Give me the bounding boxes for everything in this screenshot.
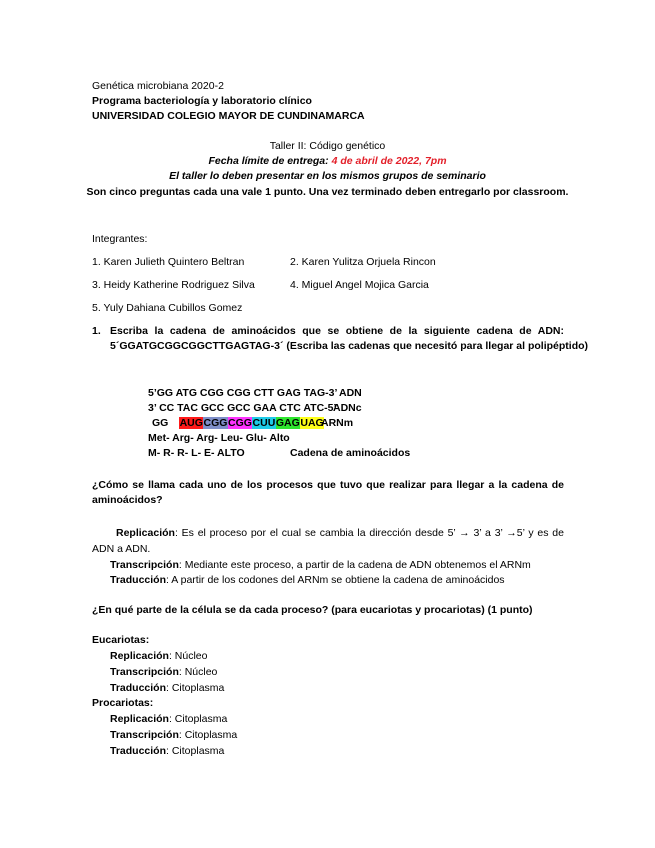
q1-line1: Escriba la cadena de aminoácidos que se obtiene de la siguiente cadena de ADN: (110, 325, 564, 337)
protein-short: M- R- R- L- E- ALTO (148, 447, 245, 459)
eukaryote-translation-label: Traducción (110, 682, 167, 694)
rna-codon-5: GAG (275, 417, 300, 429)
rna-codon-2: CGG (203, 417, 228, 429)
member-2: 2. Karen Yulitza Orjuela Rincon (290, 256, 436, 268)
eukaryote-translation (110, 682, 224, 695)
protein-label: Cadena de aminoácidos (290, 447, 411, 459)
rna-codon-6: UAG (300, 417, 324, 429)
q2-translation (110, 574, 505, 587)
eukaryote-transcription-value: : Núcleo (178, 666, 218, 678)
q2-question-line2: aminoácidos? (92, 494, 163, 506)
transcription-label: Transcripción (110, 559, 179, 571)
eukaryotes-label: Eucariotas: (92, 634, 150, 646)
member-4: 4. Miguel Angel Mojica Garcia (290, 279, 429, 291)
dnac-sequence: 3’ CC TAC GCC GCC GAA CTC ATC-5’ (148, 402, 337, 414)
dna-label: ADN (339, 387, 362, 399)
protein-long: Met- Arg- Arg- Leu- Glu- Alto (148, 432, 290, 444)
deadline-value: 4 de abril de 2022, 7pm (331, 155, 447, 167)
eukaryote-translation-value: : Citoplasma (166, 682, 225, 694)
q3-question: ¿En qué parte de la célula se da cada proceso? (para eucariotas y procariotas) (1 punto) (92, 604, 533, 616)
prokaryote-replication (110, 713, 227, 726)
course-name: Genética microbiana 2020-2 (92, 80, 224, 92)
prokaryote-translation-value: : Citoplasma (166, 745, 225, 757)
rna-codons (179, 417, 324, 429)
eukaryote-replication-label: Replicación (110, 650, 169, 662)
rna-codon-4: CUU (252, 417, 276, 429)
rna-codon-3: CGG (228, 417, 252, 429)
rna-codon-1: AUG (179, 417, 203, 429)
prokaryote-translation-label: Traducción (110, 745, 167, 757)
replication-text: : Es el proceso por el cual se cambia la dirección desde 5’ → 3’ a 3’ →5’ y es de ADN a ADN. (92, 527, 564, 555)
dnac-label: ADNc (333, 402, 362, 414)
deadline-label: Fecha límite de entrega: (208, 155, 329, 167)
q2-transcription (110, 559, 531, 572)
prokaryote-transcription-value: : Citoplasma (178, 729, 238, 741)
member-1: 1. Karen Julieth Quintero Beltran (92, 256, 245, 268)
rna-sequence (152, 417, 324, 430)
eukaryote-transcription (110, 666, 217, 679)
q2-replication (92, 525, 564, 557)
members-label: Integrantes: (92, 233, 148, 245)
prokaryote-transcription-label: Transcripción (110, 729, 179, 741)
group-note: El taller lo deben presentar en los mismos grupos de seminario (169, 170, 486, 182)
transcription-text: : Mediante este proceso, a partir de la cadena de ADN obtenemos el ARNm (178, 559, 531, 571)
translation-text: : A partir de los codones del ARNm se obtiene la cadena de aminoácidos (166, 574, 505, 586)
q2-question-line1: ¿Cómo se llama cada uno de los procesos que tuvo que realizar para llegar a la cadena de (92, 479, 564, 491)
workshop-title: Taller II: Código genético (269, 140, 386, 152)
program-name: Programa bacteriología y laboratorio clínico (92, 95, 312, 107)
dna-sequence: 5’GG ATG CGG CGG CTT GAG TAG-3’ (148, 387, 338, 399)
member-3: 3. Heidy Katherine Rodriguez Silva (92, 279, 255, 291)
eukaryote-replication-value: : Núcleo (168, 650, 208, 662)
rna-prefix: GG (152, 417, 169, 429)
instructions: Son cinco preguntas cada una vale 1 punto. Una vez terminado deben entregarlo por classroom. (86, 186, 569, 198)
university-name: UNIVERSIDAD COLEGIO MAYOR DE CUNDINAMARCA (92, 110, 365, 122)
translation-label: Traducción (110, 574, 167, 586)
prokaryote-transcription (110, 729, 237, 742)
member-5: 5. Yuly Dahiana Cubillos Gomez (92, 302, 243, 314)
prokaryote-replication-value: : Citoplasma (168, 713, 228, 725)
rna-label: ARNm (321, 417, 354, 429)
eukaryote-transcription-label: Transcripción (110, 666, 179, 678)
prokaryote-translation (110, 745, 224, 758)
replication-label: Replicación (116, 527, 175, 539)
q1-line2: 5´GGATGCGGCGGCTTGAGTAG-3´ (Escriba las cadenas que necesitó para llegar al polipéptido) (110, 340, 589, 352)
q1-number: 1. (92, 325, 101, 337)
prokaryotes-label: Procariotas: (92, 697, 154, 709)
deadline-line (0, 155, 655, 168)
prokaryote-replication-label: Replicación (110, 713, 169, 725)
eukaryote-replication (110, 650, 207, 663)
